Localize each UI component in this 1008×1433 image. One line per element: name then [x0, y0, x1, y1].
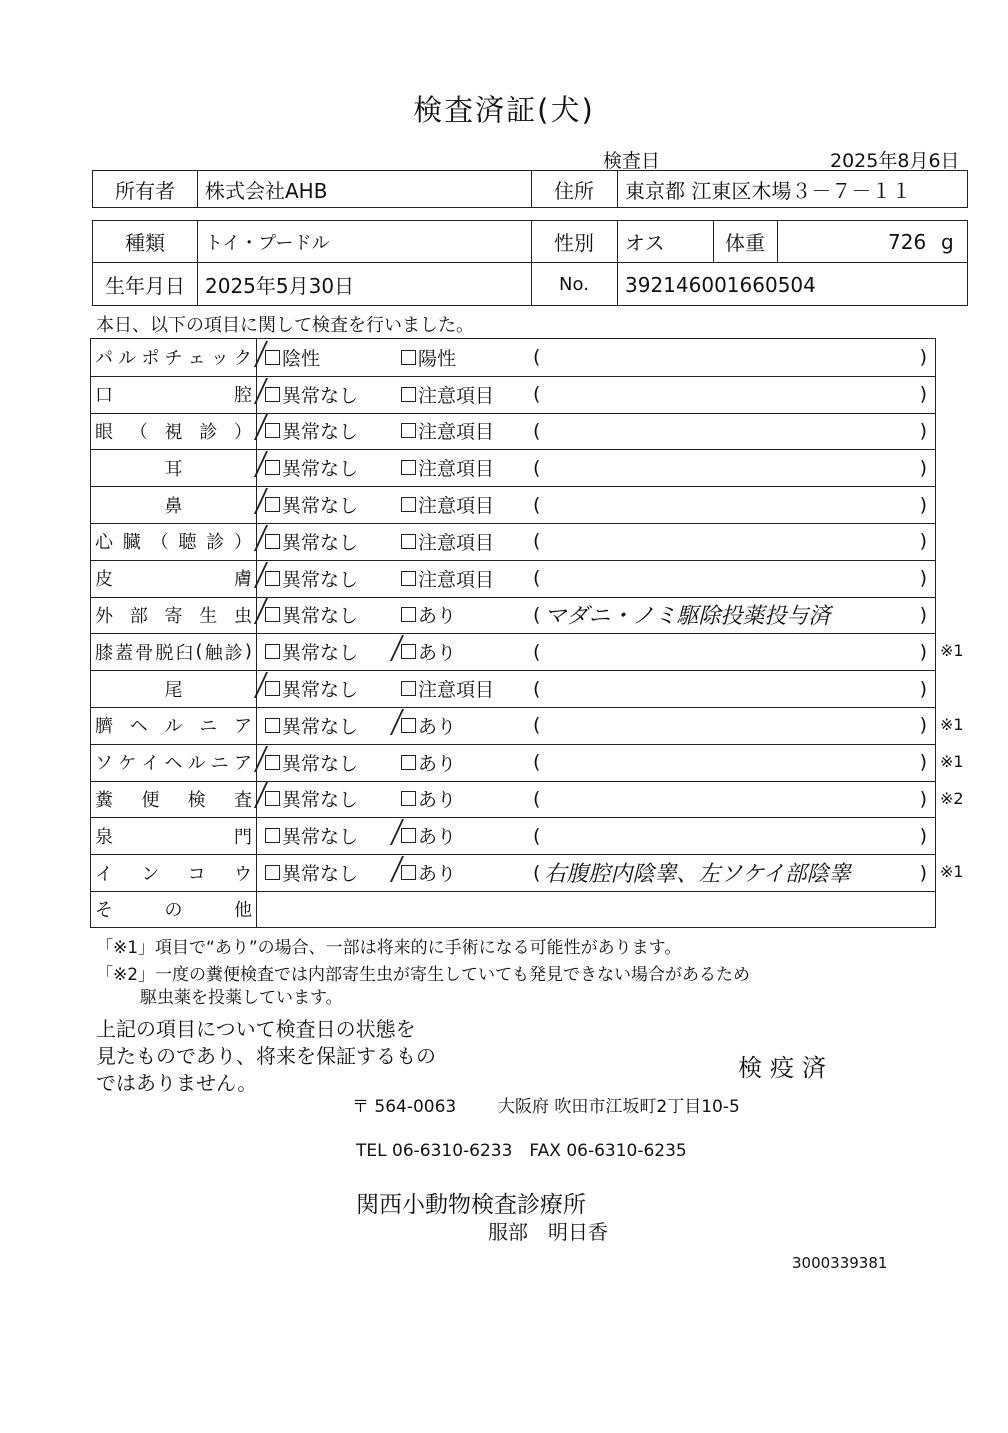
option-1	[265, 633, 358, 670]
option-1	[265, 413, 358, 450]
option-1-checkbox[interactable]	[265, 534, 280, 549]
address-value: 東京都 江東区木場３－７－１１	[625, 178, 912, 203]
sex-label: 性別	[554, 231, 594, 255]
paren-open: (	[533, 714, 541, 737]
option-2-label: 注意項目	[418, 421, 495, 444]
row-label: イ ン コ ウ	[91, 854, 257, 891]
paren-open: (	[533, 640, 541, 663]
option-1	[265, 339, 320, 376]
option-2	[401, 633, 456, 670]
inspection-row	[91, 413, 935, 450]
footnote-2-cont: 駆虫薬を投薬しています。	[140, 988, 343, 1008]
row-note: ※1	[940, 862, 964, 882]
clinic-name: 関西小動物検査診療所	[356, 1192, 586, 1218]
detail-field	[533, 376, 927, 413]
detail-field	[533, 854, 927, 891]
option-2-label: あり	[418, 605, 457, 628]
row-label: 眼 （ 視 診 ）	[91, 413, 257, 450]
inspection-stamp: 検疫済	[738, 1054, 834, 1082]
option-2-label: あり	[418, 789, 457, 812]
option-1	[265, 597, 358, 634]
row-label: 皮 膚	[91, 560, 257, 597]
option-2	[401, 486, 494, 523]
intro-text: 本日、以下の項目に関して検査を行いました。	[96, 315, 474, 336]
option-2-label: 注意項目	[418, 384, 495, 407]
option-1-checkbox[interactable]	[265, 607, 280, 622]
option-2-label: 注意項目	[418, 679, 495, 702]
detail-field	[533, 449, 927, 486]
detail-field	[533, 817, 927, 854]
option-2-checkbox[interactable]	[401, 865, 416, 880]
option-2	[401, 817, 456, 854]
inspection-row	[91, 817, 935, 854]
option-1-checkbox[interactable]	[265, 755, 280, 770]
inspection-row	[91, 523, 935, 560]
paren-open: (	[533, 567, 541, 590]
detail-field	[533, 781, 927, 818]
option-1-checkbox[interactable]	[265, 387, 280, 402]
paren-open: (	[533, 603, 541, 626]
option-1-label: 異常なし	[282, 715, 359, 738]
footnote-2: 「※2」一度の糞便検査では内部寄生虫が寄生していても発見できない場合があるため	[96, 965, 751, 985]
option-1	[265, 376, 358, 413]
document-title: 検査済証(犬)	[413, 93, 595, 127]
option-2	[401, 449, 494, 486]
inspection-row	[91, 339, 935, 376]
option-2-label: 注意項目	[418, 568, 495, 591]
detail-field	[533, 670, 927, 707]
option-2-checkbox[interactable]	[401, 791, 416, 806]
detail-field	[533, 413, 927, 450]
paren-open: (	[533, 824, 541, 847]
option-2	[401, 854, 456, 891]
inspection-row	[91, 597, 935, 634]
paren-close: )	[919, 603, 927, 626]
option-1-label: 異常なし	[282, 679, 359, 702]
paren-open: (	[533, 419, 541, 442]
option-2-checkbox[interactable]	[401, 607, 416, 622]
inspection-row	[91, 707, 935, 744]
option-2	[401, 413, 494, 450]
option-2-checkbox[interactable]	[401, 828, 416, 843]
option-2-label: 注意項目	[418, 495, 495, 518]
breed-label: 種類	[125, 231, 165, 255]
paren-close: )	[919, 751, 927, 774]
option-2-checkbox[interactable]	[401, 681, 416, 696]
option-1-label: 陰性	[282, 347, 321, 370]
disclaimer-line-1: 上記の項目について検査日の状態を	[96, 1017, 416, 1041]
option-1-checkbox[interactable]	[265, 865, 280, 880]
birth-value: 2025年5月30日	[205, 274, 355, 298]
option-2-checkbox[interactable]	[401, 534, 416, 549]
option-1	[265, 781, 358, 818]
option-2-label: 陽性	[418, 347, 457, 370]
option-1-label: 異常なし	[282, 605, 359, 628]
option-1-checkbox[interactable]	[265, 460, 280, 475]
option-2-checkbox[interactable]	[401, 350, 416, 365]
detail-field	[533, 560, 927, 597]
inspection-row	[91, 670, 935, 707]
option-1	[265, 486, 358, 523]
address-label: 住所	[554, 178, 594, 203]
detail-field	[533, 523, 927, 560]
option-1-checkbox[interactable]	[265, 828, 280, 843]
row-label: 糞 便 検 査	[91, 781, 257, 818]
option-1-label: 異常なし	[282, 531, 359, 554]
option-2-checkbox[interactable]	[401, 644, 416, 659]
option-1-checkbox[interactable]	[265, 644, 280, 659]
option-2	[401, 523, 494, 560]
weight-label: 体重	[725, 231, 765, 255]
owner-label: 所有者	[115, 178, 175, 203]
clinic-person: 服部 明日香	[488, 1220, 608, 1244]
option-1-label: 異常なし	[282, 458, 359, 481]
option-1	[265, 523, 358, 560]
disclaimer-line-3: ではありません。	[96, 1071, 258, 1095]
detail-field	[533, 597, 927, 634]
option-1-label: 異常なし	[282, 421, 359, 444]
paren-open: (	[533, 787, 541, 810]
paren-close: )	[919, 383, 927, 406]
number-value: 392146001660504	[625, 272, 816, 297]
inspection-row	[91, 744, 935, 781]
weight-unit: g	[941, 229, 954, 254]
row-label: 口 腔	[91, 376, 257, 413]
option-2-checkbox[interactable]	[401, 423, 416, 438]
option-2-label: 注意項目	[418, 458, 495, 481]
option-2-checkbox[interactable]	[401, 497, 416, 512]
sex-value: オス	[625, 231, 665, 255]
clinic-postal: 〒 564-0063	[352, 1097, 457, 1117]
option-1	[265, 560, 358, 597]
option-1-label: 異常なし	[282, 568, 359, 591]
row-label: 尾	[91, 670, 257, 707]
owner-row	[92, 170, 968, 208]
option-2	[401, 339, 456, 376]
row-note: ※1	[940, 751, 964, 771]
option-2-checkbox[interactable]	[401, 460, 416, 475]
option-2-checkbox[interactable]	[401, 571, 416, 586]
inspection-row	[91, 781, 935, 818]
paren-close: )	[919, 567, 927, 590]
paren-close: )	[919, 787, 927, 810]
option-1-checkbox[interactable]	[265, 718, 280, 733]
option-1-label: 異常なし	[282, 752, 359, 775]
paren-open: (	[533, 530, 541, 553]
footnote-1: 「※1」項目で“あり”の場合、一部は将来的に手術になる可能性があります。	[96, 938, 682, 958]
option-1-label: 異常なし	[282, 642, 359, 665]
inspection-table	[90, 338, 936, 928]
row-label: 外 部 寄 生 虫	[91, 597, 257, 634]
option-2-label: あり	[418, 863, 457, 886]
clinic-address: 大阪府 吹田市江坂町2丁目10-5	[498, 1097, 740, 1117]
option-2	[401, 670, 494, 707]
breed-value: トイ・プードル	[205, 232, 330, 254]
option-2-checkbox[interactable]	[401, 718, 416, 733]
inspection-row	[91, 560, 935, 597]
paren-close: )	[919, 456, 927, 479]
pet-info-table	[92, 220, 968, 306]
option-2	[401, 781, 456, 818]
row-label: そ の 他	[91, 891, 257, 928]
weight-value: 726	[888, 229, 927, 254]
row-note: ※1	[940, 641, 964, 661]
row-note: ※1	[940, 715, 964, 734]
exam-date: 2025年8月6日	[830, 150, 960, 172]
paren-close: )	[919, 824, 927, 847]
number-label: No.	[559, 274, 589, 295]
paren-open: (	[533, 493, 541, 516]
option-1	[265, 449, 358, 486]
paren-close: )	[919, 346, 927, 369]
paren-close: )	[919, 714, 927, 737]
paren-open: (	[533, 383, 541, 406]
paren-close: )	[919, 677, 927, 700]
detail-text: マダニ・ノミ駆除投薬投与済	[544, 604, 831, 630]
row-label: パ ル ポ チ ェ ッ ク	[91, 339, 257, 376]
clinic-phone: TEL 06-6310-6233 FAX 06-6310-6235	[356, 1141, 687, 1161]
option-2-checkbox[interactable]	[401, 387, 416, 402]
option-2-label: あり	[418, 826, 457, 849]
option-1-label: 異常なし	[282, 863, 359, 886]
paren-close: )	[919, 861, 927, 884]
detail-field	[533, 744, 927, 781]
inspection-row	[91, 449, 935, 486]
option-1-checkbox[interactable]	[265, 681, 280, 696]
disclaimer-line-2: 見たものであり、将来を保証するもの	[96, 1044, 436, 1068]
option-2	[401, 707, 456, 744]
option-1-label: 異常なし	[282, 826, 359, 849]
document-code: 3000339381	[792, 1254, 888, 1272]
row-note: ※2	[940, 788, 964, 808]
option-1	[265, 854, 358, 891]
row-label: 耳	[91, 449, 257, 486]
option-1-checkbox[interactable]	[265, 350, 280, 365]
paren-open: (	[533, 677, 541, 700]
row-label: 泉 門	[91, 817, 257, 854]
exam-date-label: 検査日	[603, 150, 661, 172]
option-1-checkbox[interactable]	[265, 791, 280, 806]
birth-label: 生年月日	[105, 274, 185, 298]
option-2-label: あり	[418, 752, 457, 775]
detail-text: 右腹腔内陰睾、左ソケイ部陰睾	[544, 862, 851, 888]
paren-close: )	[919, 419, 927, 442]
inspection-row	[91, 486, 935, 523]
option-1	[265, 744, 358, 781]
option-2	[401, 560, 494, 597]
option-1	[265, 817, 358, 854]
option-1-label: 異常なし	[282, 789, 359, 812]
option-1-label: 異常なし	[282, 495, 359, 518]
option-2-label: あり	[418, 642, 457, 665]
option-1-checkbox[interactable]	[265, 571, 280, 586]
option-2	[401, 744, 456, 781]
inspection-row	[91, 633, 935, 670]
option-1-checkbox[interactable]	[265, 497, 280, 512]
paren-open: (	[533, 456, 541, 479]
row-label: 心 臓 （ 聴 診 ）	[91, 523, 257, 560]
row-label: 膝 蓋 骨 脱 臼 ( 触 診 )	[91, 633, 257, 670]
paren-close: )	[919, 530, 927, 553]
inspection-row	[91, 854, 935, 891]
paren-open: (	[533, 346, 541, 369]
row-label: 鼻	[91, 486, 257, 523]
option-1	[265, 670, 358, 707]
option-2-checkbox[interactable]	[401, 755, 416, 770]
row-label: ソ ケ イ ヘ ル ニ ア	[91, 744, 257, 781]
option-1-checkbox[interactable]	[265, 423, 280, 438]
paren-close: )	[919, 640, 927, 663]
inspection-row	[91, 376, 935, 413]
option-2-label: あり	[418, 715, 457, 738]
option-1-label: 異常なし	[282, 384, 359, 407]
detail-field	[533, 486, 927, 523]
row-label: 臍 ヘ ル ニ ア	[91, 707, 257, 744]
owner-value: 株式会社AHB	[205, 178, 328, 203]
inspection-row	[91, 891, 935, 928]
paren-open: (	[533, 751, 541, 774]
detail-field	[533, 339, 927, 376]
detail-field	[533, 633, 927, 670]
detail-field	[533, 707, 927, 744]
paren-open: (	[533, 861, 541, 884]
option-2	[401, 376, 494, 413]
option-2	[401, 597, 456, 634]
option-2-label: 注意項目	[418, 531, 495, 554]
option-1	[265, 707, 358, 744]
paren-close: )	[919, 493, 927, 516]
